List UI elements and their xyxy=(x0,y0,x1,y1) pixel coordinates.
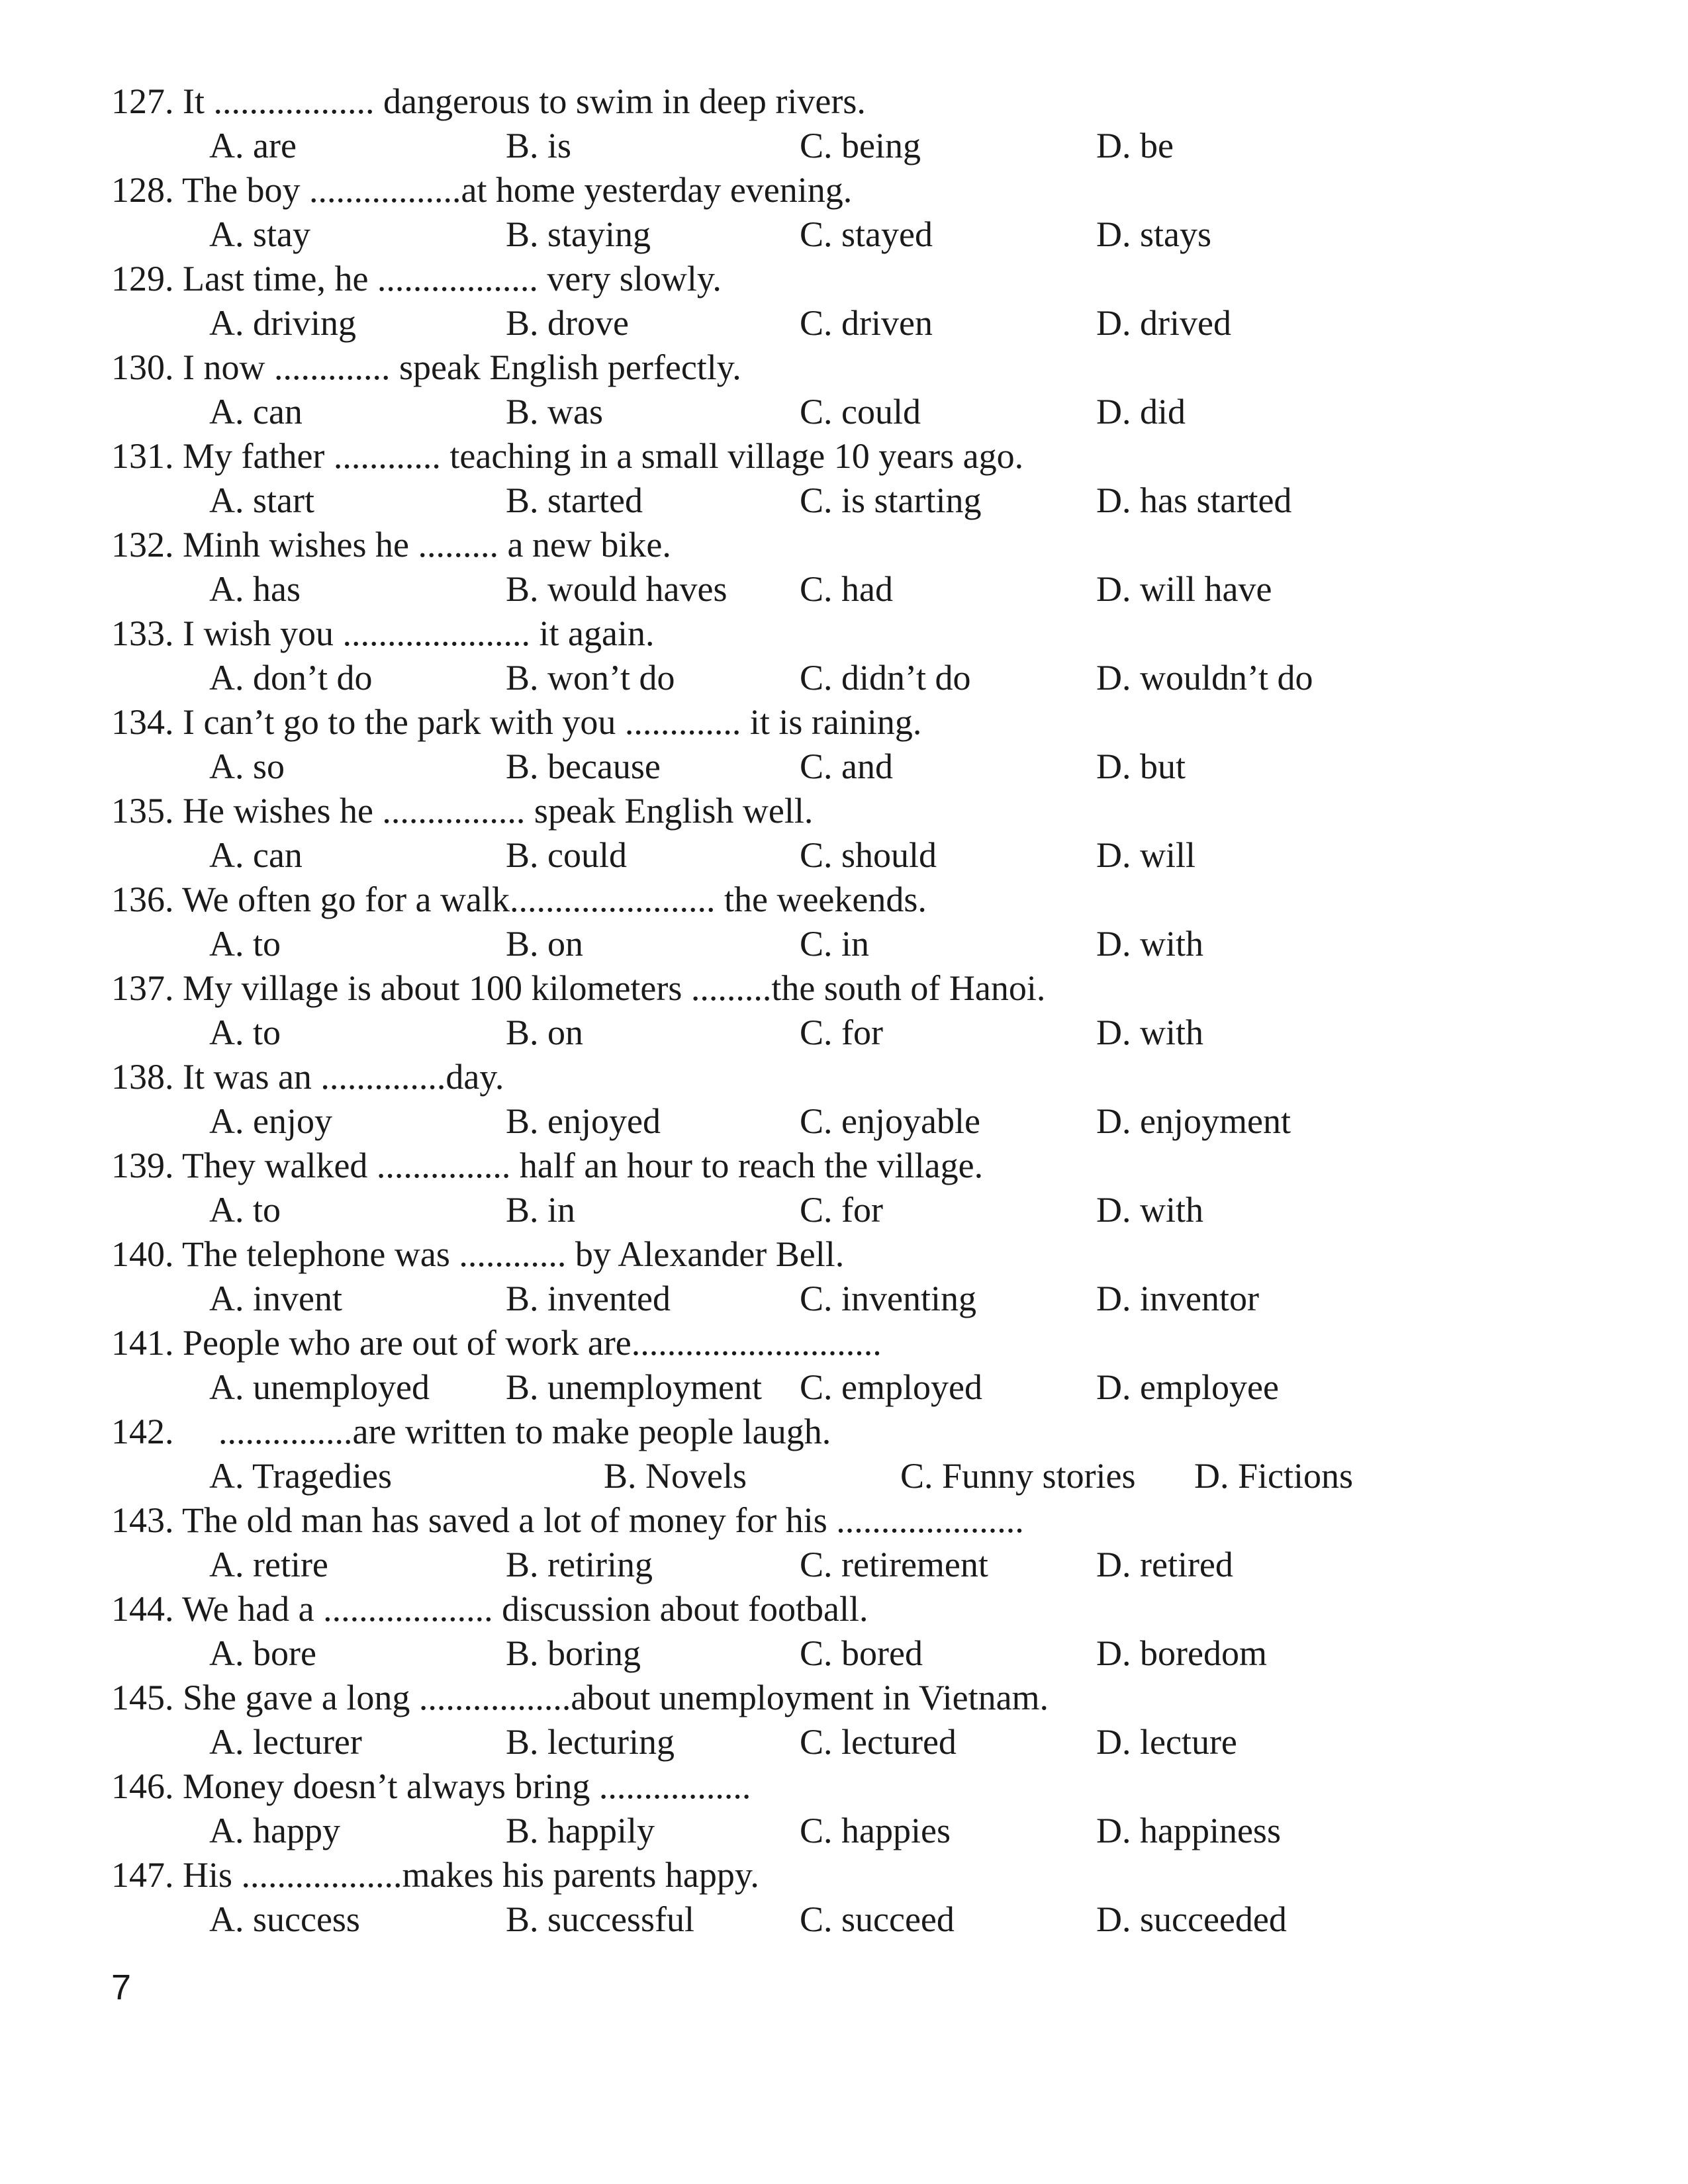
option-c: C. is starting xyxy=(800,480,982,520)
option-b: B. won’t do xyxy=(506,658,675,698)
question-stem: 137. My village is about 100 kilometers .........the south of Hanoi. xyxy=(111,968,1046,1008)
question-stem: 140. The telephone was ............ by Alexander Bell. xyxy=(111,1234,845,1274)
question-stem: 138. It was an ..............day. xyxy=(111,1057,504,1097)
option-d: D. wouldn’t do xyxy=(1096,658,1313,698)
option-c: C. for xyxy=(800,1190,883,1230)
question-stem: 132. Minh wishes he ......... a new bike. xyxy=(111,525,671,565)
question-stem: 133. I wish you ..................... it again. xyxy=(111,614,655,653)
question-130 xyxy=(0,345,1688,434)
question-stem: 134. I can’t go to the park with you ............. it is raining. xyxy=(111,702,922,742)
question-stem: 128. The boy .................at home yesterday evening. xyxy=(111,170,853,210)
option-d: D. be xyxy=(1096,126,1174,165)
option-c: C. could xyxy=(800,392,921,432)
option-d: D. Fictions xyxy=(1194,1456,1354,1496)
option-d: D. with xyxy=(1096,1013,1203,1052)
option-b: B. because xyxy=(506,747,661,786)
question-147 xyxy=(0,1853,1688,1942)
option-a: A. lecturer xyxy=(209,1722,362,1762)
option-a: A. are xyxy=(209,126,297,165)
option-b: B. Novels xyxy=(604,1456,747,1496)
option-c: C. enjoyable xyxy=(800,1101,980,1141)
option-b: B. boring xyxy=(506,1633,641,1673)
option-d: D. inventor xyxy=(1096,1279,1259,1318)
option-a: A. start xyxy=(209,480,314,520)
option-a: A. can xyxy=(209,835,303,875)
question-144 xyxy=(0,1587,1688,1676)
option-a: A. don’t do xyxy=(209,658,373,698)
option-b: B. staying xyxy=(506,214,651,254)
option-a: A. so xyxy=(209,747,285,786)
option-a: A. retire xyxy=(209,1545,328,1584)
option-b: B. happily xyxy=(506,1811,655,1850)
option-b: B. drove xyxy=(506,303,629,343)
option-b: B. retiring xyxy=(506,1545,653,1584)
option-b: B. successful xyxy=(506,1899,694,1939)
option-a: A. can xyxy=(209,392,303,432)
option-c: C. had xyxy=(800,569,893,609)
question-stem: 135. He wishes he ................ speak English well. xyxy=(111,791,814,831)
option-a: A. enjoy xyxy=(209,1101,332,1141)
option-b: B. lecturing xyxy=(506,1722,675,1762)
question-137 xyxy=(0,966,1688,1055)
question-132 xyxy=(0,523,1688,612)
option-d: D. retired xyxy=(1096,1545,1233,1584)
option-d: D. has started xyxy=(1096,480,1292,520)
question-145 xyxy=(0,1676,1688,1764)
option-c: C. for xyxy=(800,1013,883,1052)
option-c: C. didn’t do xyxy=(800,658,971,698)
option-c: C. retirement xyxy=(800,1545,988,1584)
option-a: A. success xyxy=(209,1899,360,1939)
question-141 xyxy=(0,1321,1688,1410)
question-135 xyxy=(0,789,1688,878)
question-128 xyxy=(0,168,1688,257)
option-d: D. lecture xyxy=(1096,1722,1237,1762)
option-b: B. invented xyxy=(506,1279,671,1318)
option-c: C. being xyxy=(800,126,921,165)
option-c: C. succeed xyxy=(800,1899,955,1939)
question-stem: 130. I now ............. speak English perfectly. xyxy=(111,347,741,387)
option-a: A. to xyxy=(209,1190,281,1230)
option-b: B. on xyxy=(506,924,584,964)
question-143 xyxy=(0,1498,1688,1587)
option-c: C. and xyxy=(800,747,893,786)
option-c: C. driven xyxy=(800,303,933,343)
question-140 xyxy=(0,1232,1688,1321)
option-d: D. enjoyment xyxy=(1096,1101,1291,1141)
option-d: D. employee xyxy=(1096,1367,1279,1407)
question-stem: 129. Last time, he .................. very slowly. xyxy=(111,259,722,298)
option-b: B. on xyxy=(506,1013,584,1052)
question-127 xyxy=(0,79,1688,168)
option-d: D. drived xyxy=(1096,303,1231,343)
option-b: B. started xyxy=(506,480,643,520)
option-b: B. was xyxy=(506,392,603,432)
question-133 xyxy=(0,612,1688,700)
question-stem: 144. We had a ................... discussion about football. xyxy=(111,1589,868,1629)
question-stem: 127. It .................. dangerous to swim in deep rivers. xyxy=(111,81,866,121)
option-c: C. should xyxy=(800,835,937,875)
option-b: B. is xyxy=(506,126,572,165)
option-b: B. would haves xyxy=(506,569,727,609)
question-138 xyxy=(0,1055,1688,1144)
option-a: A. driving xyxy=(209,303,356,343)
page-number: 7 xyxy=(111,1968,132,2007)
question-131 xyxy=(0,434,1688,523)
option-d: D. will xyxy=(1096,835,1196,875)
option-d: D. will have xyxy=(1096,569,1272,609)
question-stem: 141. People who are out of work are............................ xyxy=(111,1323,882,1363)
option-b: B. enjoyed xyxy=(506,1101,661,1141)
question-stem: 142. ...............are written to make people laugh. xyxy=(111,1412,831,1451)
option-d: D. happiness xyxy=(1096,1811,1281,1850)
question-stem: 131. My father ............ teaching in a small village 10 years ago. xyxy=(111,436,1024,476)
option-c: C. bored xyxy=(800,1633,923,1673)
question-129 xyxy=(0,257,1688,345)
option-a: A. bore xyxy=(209,1633,316,1673)
option-a: A. Tragedies xyxy=(209,1456,393,1496)
option-c: C. in xyxy=(800,924,870,964)
question-146 xyxy=(0,1764,1688,1853)
option-a: A. happy xyxy=(209,1811,340,1850)
option-d: D. succeeded xyxy=(1096,1899,1287,1939)
option-b: B. could xyxy=(506,835,627,875)
option-d: D. with xyxy=(1096,924,1203,964)
option-b: B. in xyxy=(506,1190,576,1230)
option-c: C. stayed xyxy=(800,214,933,254)
question-stem: 147. His ..................makes his parents happy. xyxy=(111,1855,759,1895)
question-stem: 146. Money doesn’t always bring ................. xyxy=(111,1766,751,1806)
question-134 xyxy=(0,700,1688,789)
option-a: A. stay xyxy=(209,214,310,254)
question-139 xyxy=(0,1144,1688,1232)
question-136 xyxy=(0,878,1688,966)
option-c: C. happies xyxy=(800,1811,951,1850)
option-c: C. Funny stories xyxy=(900,1456,1136,1496)
question-stem: 143. The old man has saved a lot of money for his ..................... xyxy=(111,1500,1024,1540)
option-a: A. to xyxy=(209,1013,281,1052)
option-d: D. but xyxy=(1096,747,1186,786)
option-d: D. did xyxy=(1096,392,1186,432)
question-stem: 136. We often go for a walk....................... the weekends. xyxy=(111,880,927,919)
option-d: D. boredom xyxy=(1096,1633,1267,1673)
option-b: B. unemployment xyxy=(506,1367,762,1407)
question-stem: 139. They walked ............... half an hour to reach the village. xyxy=(111,1146,984,1185)
option-c: C. inventing xyxy=(800,1279,976,1318)
option-c: C. employed xyxy=(800,1367,982,1407)
question-stem: 145. She gave a long .................about unemployment in Vietnam. xyxy=(111,1678,1049,1717)
option-d: D. with xyxy=(1096,1190,1203,1230)
option-d: D. stays xyxy=(1096,214,1211,254)
option-a: A. has xyxy=(209,569,301,609)
option-a: A. invent xyxy=(209,1279,342,1318)
option-a: A. unemployed xyxy=(209,1367,430,1407)
option-c: C. lectured xyxy=(800,1722,957,1762)
option-a: A. to xyxy=(209,924,281,964)
question-142 xyxy=(0,1410,1688,1498)
